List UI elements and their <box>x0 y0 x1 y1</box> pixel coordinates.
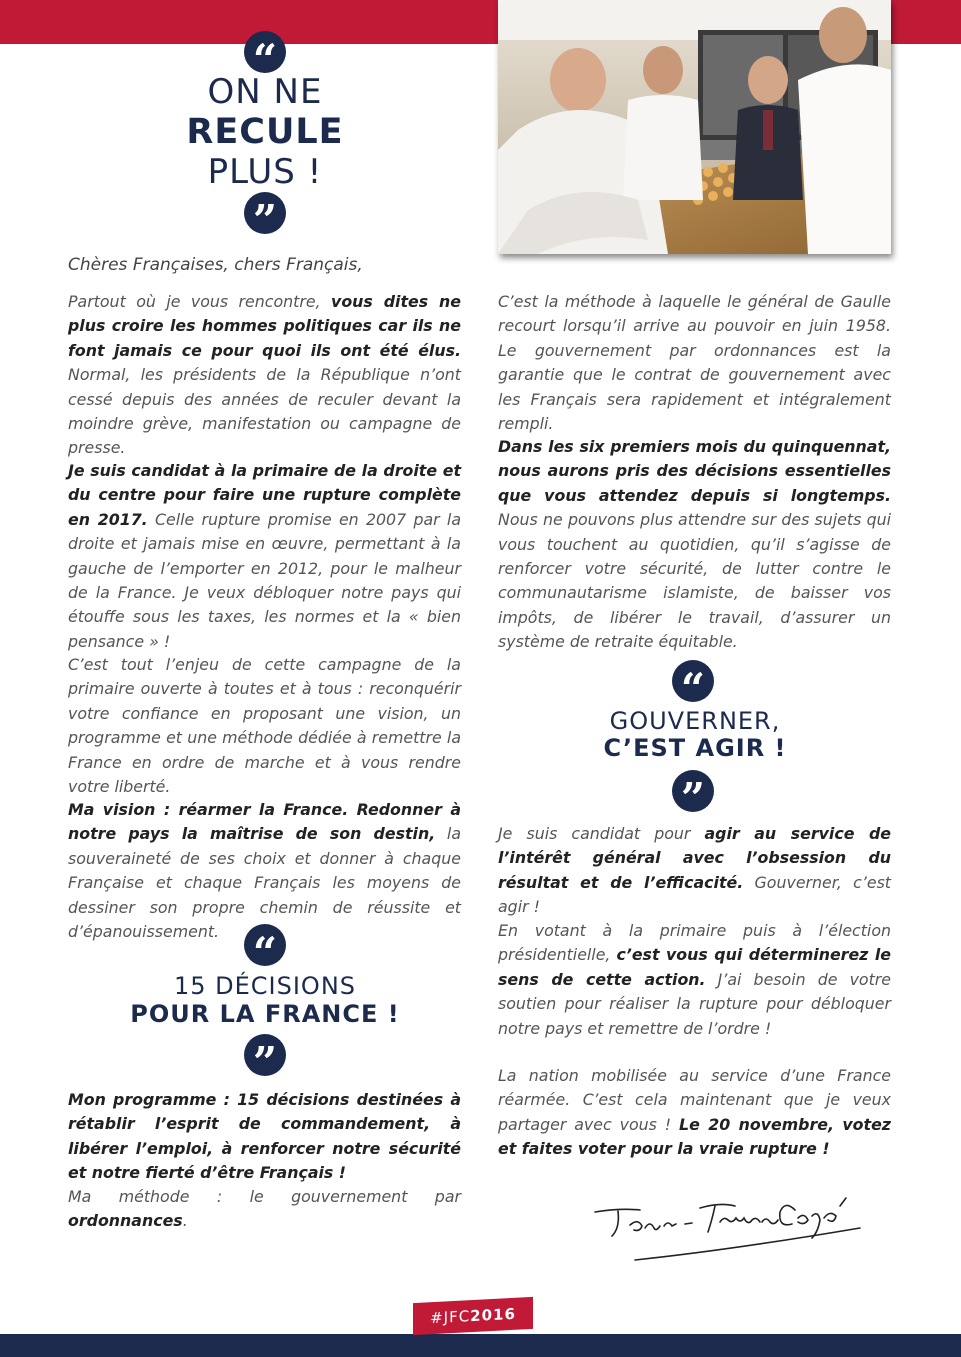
heading-on-ne-recule: ON NE RECULE PLUS ! <box>186 72 344 192</box>
left-paragraph-6: Ma méthode : le gouvernement par ordonnances. <box>68 1187 461 1231</box>
left-paragraph-5: Mon programme : 15 décisions destinées à rétablir l’esprit de commandement, à libérer l’emploi, à renforcer notre sécurité et notre fierté d’être Français ! <box>68 1090 461 1183</box>
right-paragraph-2: Dans les six premiers mois du quinquennat, nous aurons pris des décisions essentielles que vous attendez depuis si longtemps. Nous ne pouvons plus attendre sur des sujets qui vous touchent au quotidien, qu’il s’agisse de renforcer votre sécurité, de lutter contre le communautarisme islamiste, de baisser vos impôts, de libérer le travail, d’assurer un système de retraite équitable. <box>498 437 891 652</box>
bakery-photo <box>498 0 891 254</box>
signature <box>590 1180 870 1270</box>
left-paragraph-3: C’est tout l’enjeu de cette campagne de la primaire ouverte à toutes et à tous : reconquérir votre confiance en proposant une vision, un programme et une méthode dédiée à remettre la France en ordre de marche et à vous rendre votre liberté. <box>68 655 461 797</box>
left-paragraph-4: Ma vision : réarmer la France. Redonner à notre pays la maîtrise de son destin, la souveraineté de ses choix et donner à chaque Française et chaque Français les moyens de dessiner son propre chemin de réussite et d’épanouissement. <box>68 800 461 942</box>
heading-15-decisions: 15 DÉCISIONS POUR LA FRANCE ! <box>130 972 400 1028</box>
right-paragraph-3: Je suis candidat pour agir au service de l’intérêt général avec l’obsession du résultat et de l’efficacité. Gouverner, c’est agir ! <box>498 824 892 917</box>
open-quote-icon: “ <box>244 924 286 966</box>
bottom-navy-bar <box>0 1334 961 1357</box>
heading-gouverner: GOUVERNER, C’EST AGIR ! <box>603 707 787 762</box>
open-quote-icon: “ <box>672 660 714 702</box>
close-quote-icon: ” <box>244 192 286 234</box>
close-quote-icon: ” <box>672 770 714 812</box>
right-paragraph-5: La nation mobilisée au service d’une France réarmée. C’est cela maintenant que je veux partager avec vous ! Le 20 novembre, votez et faites voter pour la vraie rupture ! <box>498 1066 891 1159</box>
close-quote-icon: ” <box>244 1034 286 1076</box>
hashtag-badge: #JFC 2016 <box>413 1297 533 1335</box>
greeting: Chères Françaises, chers Français, <box>68 255 363 275</box>
right-paragraph-1: C’est la méthode à laquelle le général de Gaulle recourt lorsqu’il arrive au pouvoir en juin 1958. Le gouvernement par ordonnances est la garantie que le contrat de gouvernement avec les Français sera rapidement et intégralement rempli. <box>498 292 891 434</box>
right-paragraph-4: En votant à la primaire puis à l’élection présidentielle, c’est vous qui déterminerez le sens de cette action. J’ai besoin de votre soutien pour réaliser la rupture pour débloquer notre pays et remettre de l’ordre ! <box>498 921 891 1038</box>
open-quote-icon: “ <box>244 31 286 73</box>
left-paragraph-1: Partout où je vous rencontre, vous dites ne plus croire les hommes politiques car ils ne font jamais ce pour quoi ils ont été élus. Normal, les présidents de la République n’ont cessé depuis des années de reculer devant la moindre grève, manifestation ou campagne de presse. <box>68 292 461 458</box>
left-paragraph-2: Je suis candidat à la primaire de la droite et du centre pour faire une rupture complète en 2017. Celle rupture promise en 2007 par la droite et jamais mise en œuvre, permettant à la gauche de l’emporter en 2012, pour le malheur de la France. Je veux débloquer notre pays qui étouffe sous les taxes, les normes et la « bien pensance » ! <box>68 461 461 651</box>
